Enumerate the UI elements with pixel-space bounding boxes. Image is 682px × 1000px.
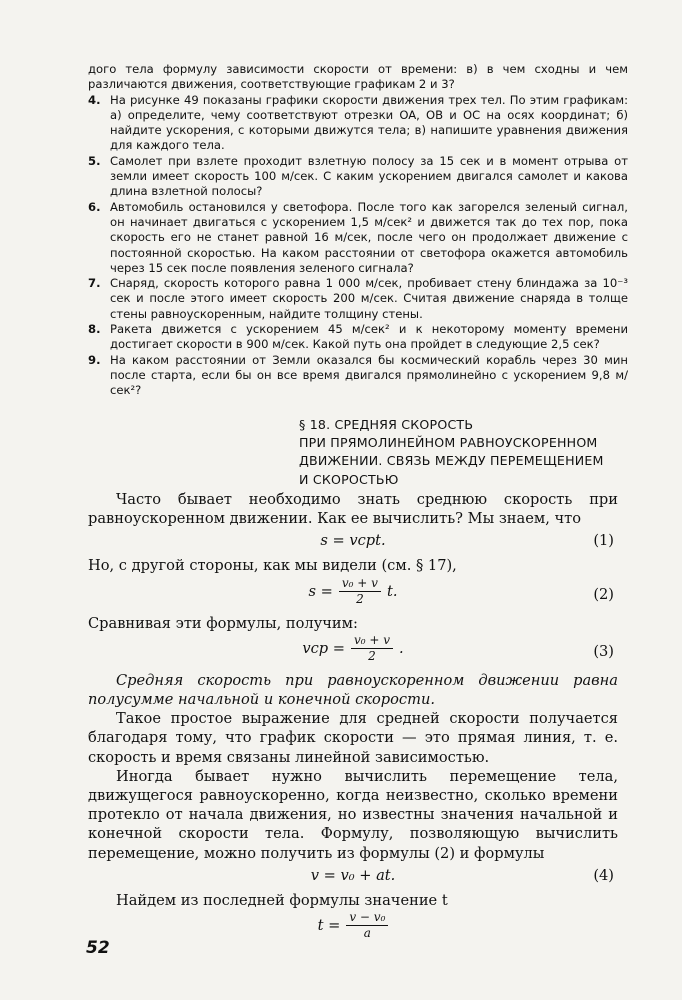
problem-item [88,276,628,322]
formula-2 [88,576,618,614]
definition-paragraph: Средняя скорость при равноускоренном движении равна полусумме начальной и конечной скорости. [88,671,618,709]
formula-lhs: s = [308,582,333,600]
paragraph: Часто бывает необходимо знать среднюю скорость при равноускоренном движении. Как ее вычислить? Мы знаем, что [88,491,618,528]
formula-expression: s = vсрt. [320,532,386,550]
fraction-numerator: v − v₀ [346,910,388,926]
problem-item [88,154,628,200]
problem-item [88,62,628,93]
section-heading-line: И СКОРОСТЬЮ [299,471,399,487]
formula-tail: . [399,639,404,657]
paragraph: Найдем из последней формулы значение t [116,891,448,909]
formula-lhs: vср = [302,639,345,657]
problem-text: Снаряд, скорость которого равна 1 000 м/сек, пробивает стену блиндажа за 10⁻³ сек и после этого имеет скорость 200 м/сек. Считая движение снаряда в толще стены равноускоренным, найдите толщину стены. [110,276,628,321]
problem-text: Ракета движется с ускорением 45 м/сек² и к некоторому моменту времени достигает скорости в 900 м/сек. Какой путь она пройдет в следующие 2,5 сек? [110,322,628,352]
section-heading [299,416,639,489]
paragraph: Иногда бывает нужно вычислить перемещение тела, движущегося равноускоренно, когда неизвестно, сколько времени протекло от начала движения, но известны значения начальной и конечной скорости тела. Формулу, позволяющую вычислить перемещение, можно получить из формулы (2) и формулы [88,767,618,862]
problem-text: На рисунке 49 показаны графики скорости движения трех тел. По этим графикам: а) определите, чему соответствуют отрезки OA, OB и OC на осях координат; б) найдите ускорения, с которыми движутся тела; в) напишите уравнения движения для каждого тела. [110,92,628,153]
problem-number: 5. [88,153,101,168]
fraction-denominator: 2 [368,648,376,663]
problem-number: 9. [88,352,101,367]
section-heading-line: ПРИ ПРЯМОЛИНЕЙНОМ РАВНОУСКОРЕННОМ [299,435,598,451]
formula-expression: v = v₀ + at. [310,866,396,884]
equation-number: (4) [593,866,614,884]
equation-number: (1) [593,532,614,550]
problem-item [88,322,628,353]
paragraph: Такое простое выражение для средней скорости получается благодаря тому, что график скорости — это прямая линия, т. е. скорость и время связаны линейной зависимостью. [88,710,618,766]
problem-list [88,62,628,399]
section-heading-line: ДВИЖЕНИИ. СВЯЗЬ МЕЖДУ ПЕРЕМЕЩЕНИЕМ [299,453,604,469]
fraction [351,633,393,664]
equation-number: (2) [593,585,614,603]
page-number: 52 [86,938,110,958]
problem-item [88,93,628,154]
equation-number: (3) [593,642,614,660]
paragraph: Но, с другой стороны, как мы видели (см. § 17), [88,557,457,575]
fraction-numerator: v₀ + v [339,576,381,592]
problem-item [88,353,628,399]
problem-number: 4. [88,92,101,107]
problem-number: 7. [88,276,101,291]
paragraph: Сравнивая эти формулы, получим: [88,614,358,632]
formula-5 [88,910,618,948]
formula-1 [88,530,618,554]
problem-text: дого тела формулу зависимости скорости от времени: в) в чем сходны и чем различаются движения, соответствующие графикам 2 и 3? [88,62,628,92]
problem-text: Автомобиль остановился у светофора. После того как загорелся зеленый сигнал, он начинает двигаться с ускорением 1,5 м/сек² и движется так до тех пор, пока скорость его не станет равной 16 м/сек, после чего он продолжает движение с постоянной скоростью. На каком расстоянии от светофора окажется автомобиль через 15 сек после появления зеленого сигнала? [110,199,628,275]
fraction [339,576,381,607]
fraction-denominator: 2 [356,591,364,606]
fraction-numerator: v₀ + v [351,633,393,649]
section-heading-line: § 18. СРЕДНЯЯ СКОРОСТЬ [299,417,474,432]
formula-3 [88,633,618,671]
problem-text: Самолет при взлете проходит взлетную полосу за 15 сек и в момент отрыва от земли имеет скорость 100 м/сек. С каким ускорением двигался самолет и какова длина взлетной полосы? [110,153,628,199]
formula-tail: t. [386,582,398,600]
body-text [88,490,618,948]
formula-4 [88,865,618,889]
fraction-denominator: a [363,926,371,941]
problem-text: На каком расстоянии от Земли оказался бы космический корабль через 30 мин после старта, если бы он все время двигался прямолинейно с ускорением 9,8 м/сек²? [110,352,628,398]
problem-item [88,200,628,276]
problem-number: 6. [88,199,101,214]
fraction [346,910,388,941]
formula-lhs: t = [317,916,341,934]
problem-number: 8. [88,322,101,337]
